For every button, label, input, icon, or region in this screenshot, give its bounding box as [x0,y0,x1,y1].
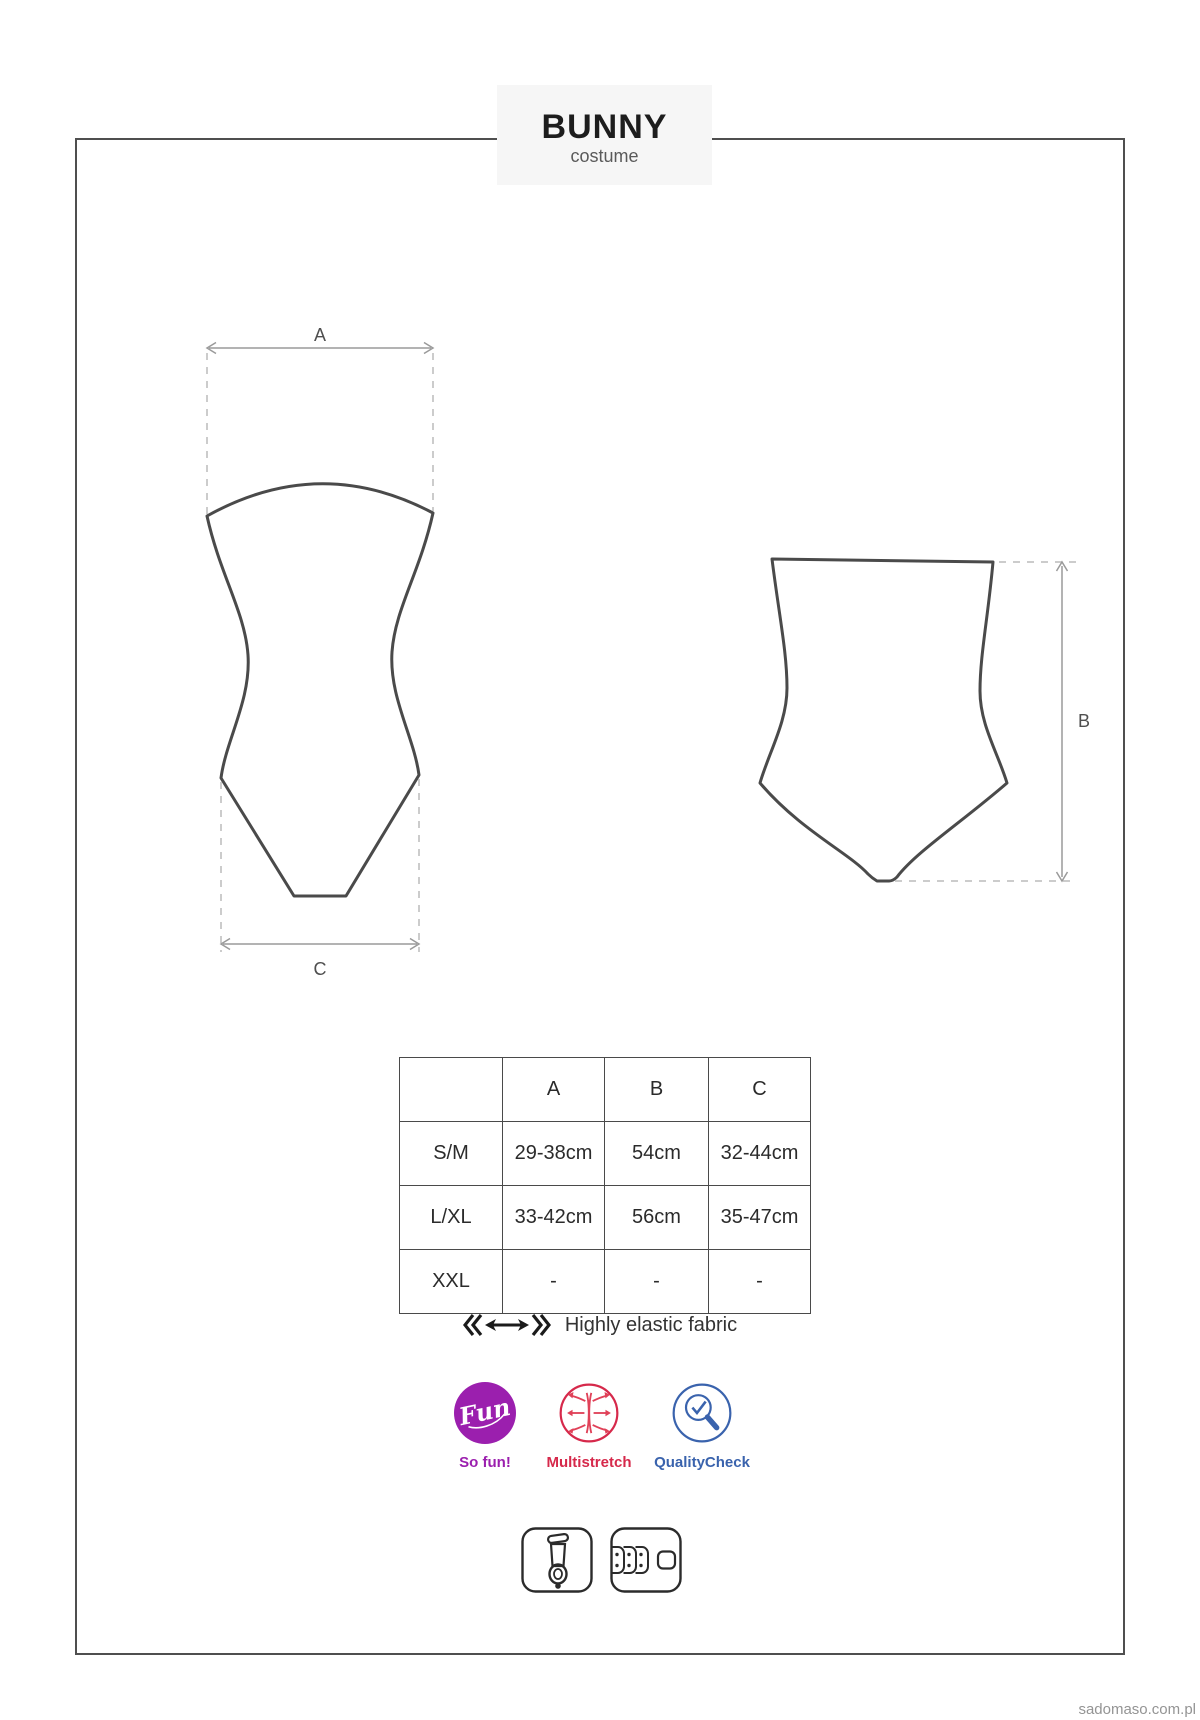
badge-fun [425,1381,545,1471]
size-table-grid [399,1057,811,1314]
size-value-b: 56cm [605,1186,709,1250]
size-row-sm [400,1122,811,1186]
elastic-note [0,1308,1200,1342]
size-row-xxl [400,1250,811,1314]
elastic-note-label: Highly elastic fabric [564,1313,738,1336]
brand-subtitle: costume [570,146,639,166]
size-label: XXL [400,1250,503,1314]
size-value-a: 33-42cm [503,1186,605,1250]
size-value-b: - [605,1250,709,1314]
size-value-c: 35-47cm [709,1186,811,1250]
quality-check-icon [670,1381,734,1445]
size-table-header-b: B [605,1058,709,1122]
badge-qualitycheck [642,1381,762,1471]
size-value-a: 29-38cm [503,1122,605,1186]
badge-fun-label: So fun! [459,1454,511,1471]
size-table-header-row [400,1058,811,1122]
size-table-corner-cell [400,1058,503,1122]
brand-name: BUNNY [541,108,668,146]
garter-strap-icon [521,1527,593,1593]
badge-multistretch-label: Multistretch [546,1454,632,1471]
care-icon-garter [521,1527,593,1598]
fun-circle-icon [453,1381,517,1445]
size-table-header-c: C [709,1058,811,1122]
care-icon-hooks [610,1527,682,1598]
watermark: sadomaso.com.pl [1078,1701,1196,1718]
dim-c-label: C [313,959,327,979]
dim-b-label: B [1078,711,1091,731]
size-value-c: - [709,1250,811,1314]
hook-and-eye-closure-icon [610,1527,682,1593]
elastic-arrow-icon [463,1312,551,1338]
size-table-header-a: A [503,1058,605,1122]
badge-multistretch [529,1381,649,1471]
multistretch-icon [557,1381,621,1445]
brand-header [497,85,712,185]
size-table [399,1057,811,1314]
size-row-lxl [400,1186,811,1250]
badge-qualitycheck-label: QualityCheck [654,1454,750,1471]
dim-a-label: A [313,325,327,345]
size-value-c: 32-44cm [709,1122,811,1186]
fun-icon-text: Fun [456,1391,513,1432]
size-value-a: - [503,1250,605,1314]
size-label: L/XL [400,1186,503,1250]
size-label: S/M [400,1122,503,1186]
size-value-b: 54cm [605,1122,709,1186]
